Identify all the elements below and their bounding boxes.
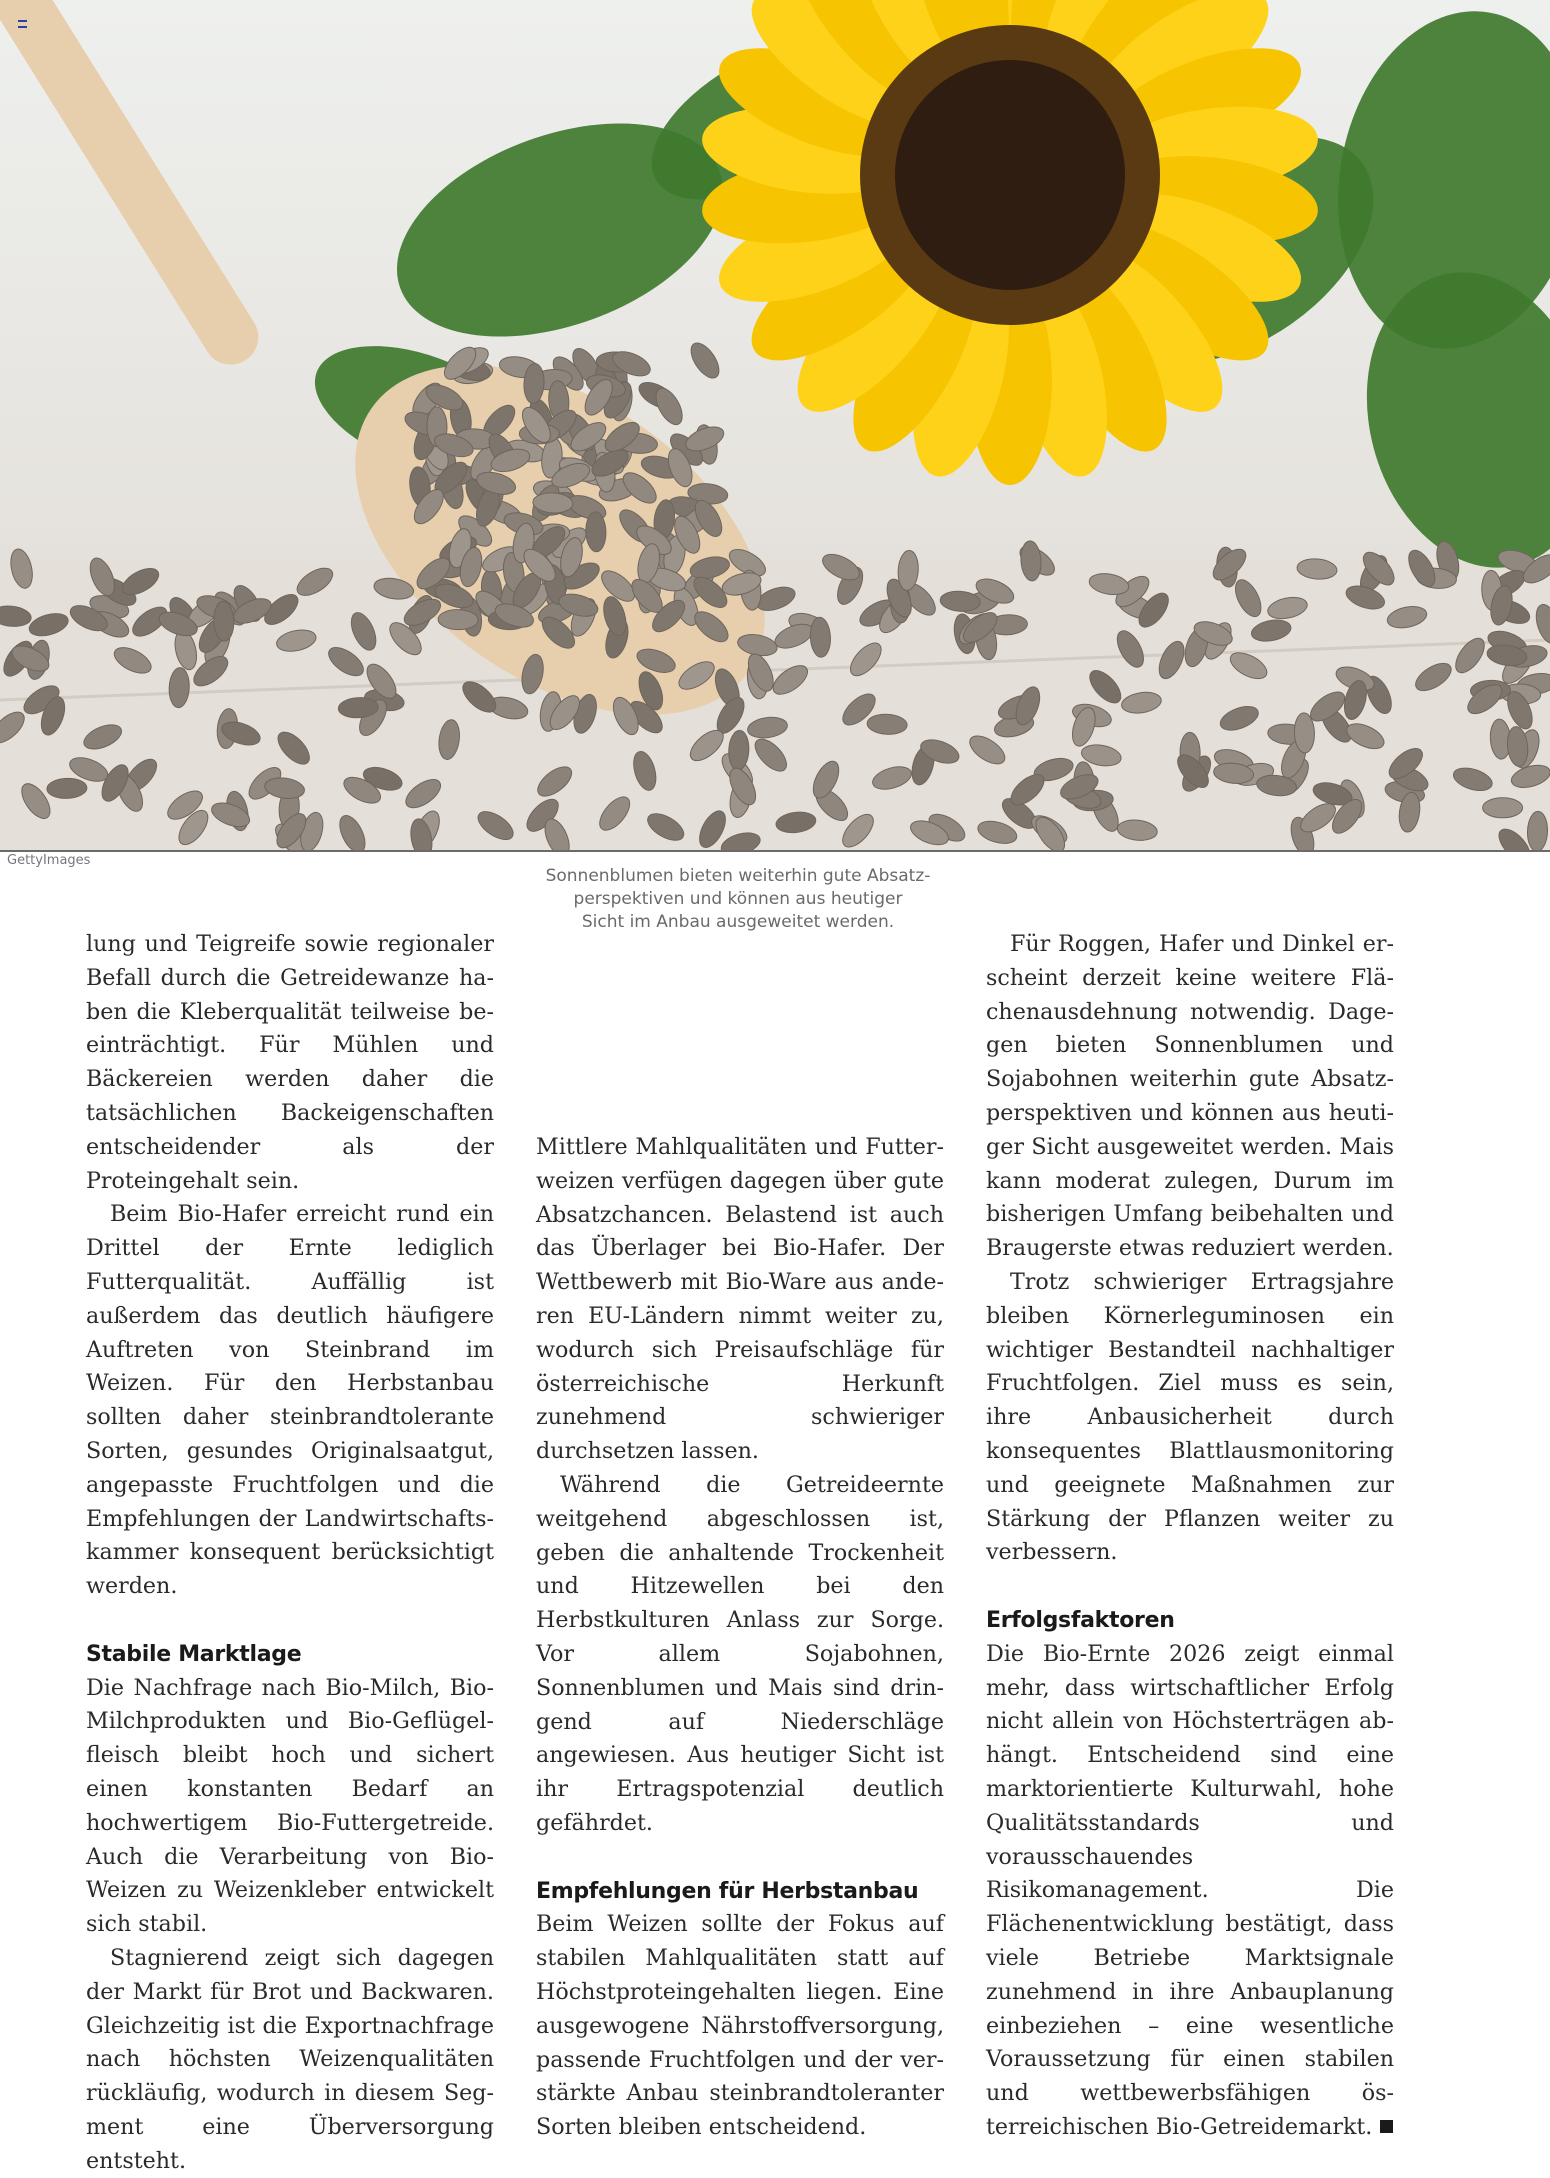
- article-column-2: [536, 1131, 944, 2145]
- section-heading: Stabile Marktlage: [86, 1641, 302, 1667]
- paragraph: Die Nachfrage nach Bio-Milch, Bio-Milchprodukten und Bio-Geflügelfleisch bleibt hoch und sichert einen konstanten Bedarf an hochwertigem Bio-Futtergetreide. Auch die Verarbeitung von Bio-Weizen zu Weizenkleber entwickelt sich stabil.: [86, 1674, 494, 1938]
- photo-caption: [536, 865, 940, 934]
- section-heading: Erfolgsfaktoren: [986, 1607, 1175, 1633]
- sunflower-seed: [1483, 798, 1523, 818]
- paragraph: Beim Weizen sollte der Fokus auf stabilen Mahlqualitäten statt auf Höchstproteingehalten liegen. Eine ausgewogene Nährstoffversorgung, passende Fruchtfolgen und der verstärkte Anbau steinbrandtoleranter Sorten bleiben entscheidend.: [536, 1911, 944, 2141]
- article-column-3: [986, 928, 1394, 2145]
- paragraph: lung und Teigreife sowie regionaler Befall durch die Getreidewanze haben die Kleberqualität teilweise beeinträchtigt. Für Mühlen und Bäckereien werden daher die tatsächlichen Backeigenschaften entscheidender als der Proteingehalt sein.: [86, 931, 494, 1194]
- paragraph: Mittlere Mahlqualitäten und Futterweizen verfügen dagegen über gute Absatzchancen. Belastend ist auch das Überlager bei Bio-Hafer. Der Wettbewerb mit Bio-Ware aus anderen EU-Ländern nimmt weiter zu, wodurch sich Preisaufschläge für österreichische Herkunft zunehmend schwieriger durchsetzen lassen.: [536, 1134, 944, 1465]
- paragraph: Stagnierend zeigt sich dagegen der Markt für Brot und Backwaren. Gleichzeitig ist die Exportnachfrage nach höchsten Weizenqualitäten rückläufig, wodurch in diesem Segment eine Überversorgung entsteht.: [86, 1944, 494, 2174]
- caption-line: Sicht im Anbau ausgeweitet werden.: [581, 912, 895, 932]
- menu-marker-icon: [18, 20, 27, 28]
- paragraph: [986, 1638, 1394, 2145]
- paragraph: Für Roggen, Hafer und Dinkel erscheint derzeit keine weitere Flächenausdehnung notwendig. Dagegen bieten Sonnenblumen und Sojabohnen weiterhin gute Absatzperspektiven und können aus heutiger Sicht ausgeweitet werden. Mais kann moderat zulegen, Durum im bisherigen Umfang beibehalten und Braugerste etwas reduziert werden.: [986, 931, 1394, 1262]
- sunflower-center: [895, 60, 1125, 290]
- paragraph: Beim Bio-Hafer erreicht rund ein Drittel der Ernte lediglich Futterqualität. Auffällig ist außerdem das deutlich häufigere Auftreten von Steinbrand im Weizen. Für den Herbstanbau sollten daher steinbrandtolerante Sorten, gesundes Originalsaatgut, angepasste Fruchtfolgen und die Empfehlungen der Landwirtschaftskammer konsequent berücksichtigt werden.: [86, 1201, 494, 1600]
- end-of-article-icon: [1380, 2120, 1393, 2133]
- header-photo: [0, 0, 1550, 852]
- photo-credit: GettyImages: [7, 853, 91, 868]
- paragraph: Trotz schwieriger Ertragsjahre bleiben Körnerleguminosen ein wichtiger Bestandteil nachhaltiger Fruchtfolgen. Ziel muss es sein, ihre Anbausicherheit durch konsequentes Blattlausmonitoring und geeignete Maßnahmen zur Stärkung der Pflanzen weiter zu verbessern.: [986, 1268, 1394, 1566]
- article-column-1: [86, 928, 494, 2178]
- paragraph-text: Die Bio-Ernte 2026 zeigt einmal mehr, dass wirtschaftlicher Erfolg nicht allein von Höchsterträgen abhängt. Entscheidend sind eine marktorientierte Kulturwahl, hohe Qualitätsstandards und vorausschauendes Risikomanagement. Die Flächenentwicklung bestätigt, dass viele Betriebe Marktsignale zunehmend in ihre Anbauplanung einbeziehen – eine wesentliche Voraussetzung für einen stabilen und wettbewerbsfähigen österreichischen Bio-Getreidemarkt.: [986, 1640, 1394, 2140]
- sunflower-seed: [438, 609, 478, 630]
- caption-line: perspektiven und können aus heutiger: [573, 889, 903, 909]
- caption-line: Sonnenblumen bieten weiterhin gute Absatz-: [545, 866, 931, 886]
- sunflower-seed: [686, 338, 725, 382]
- section-heading: Empfehlungen für Herbstanbau: [536, 1878, 919, 1904]
- spoon-handle: [0, 0, 269, 375]
- sunflower-with-seeds-icon: [0, 0, 1550, 850]
- paragraph: Während die Getreideernte weitgehend abgeschlossen ist, geben die anhaltende Trockenheit und Hitzewellen bei den Herbstkulturen Anlass zur Sorge. Vor allem Sojabohnen, Sonnenblumen und Mais sind dringend auf Niederschläge angewiesen. Aus heutiger Sicht ist ihr Ertragspotenzial deutlich gefährdet.: [536, 1471, 944, 1836]
